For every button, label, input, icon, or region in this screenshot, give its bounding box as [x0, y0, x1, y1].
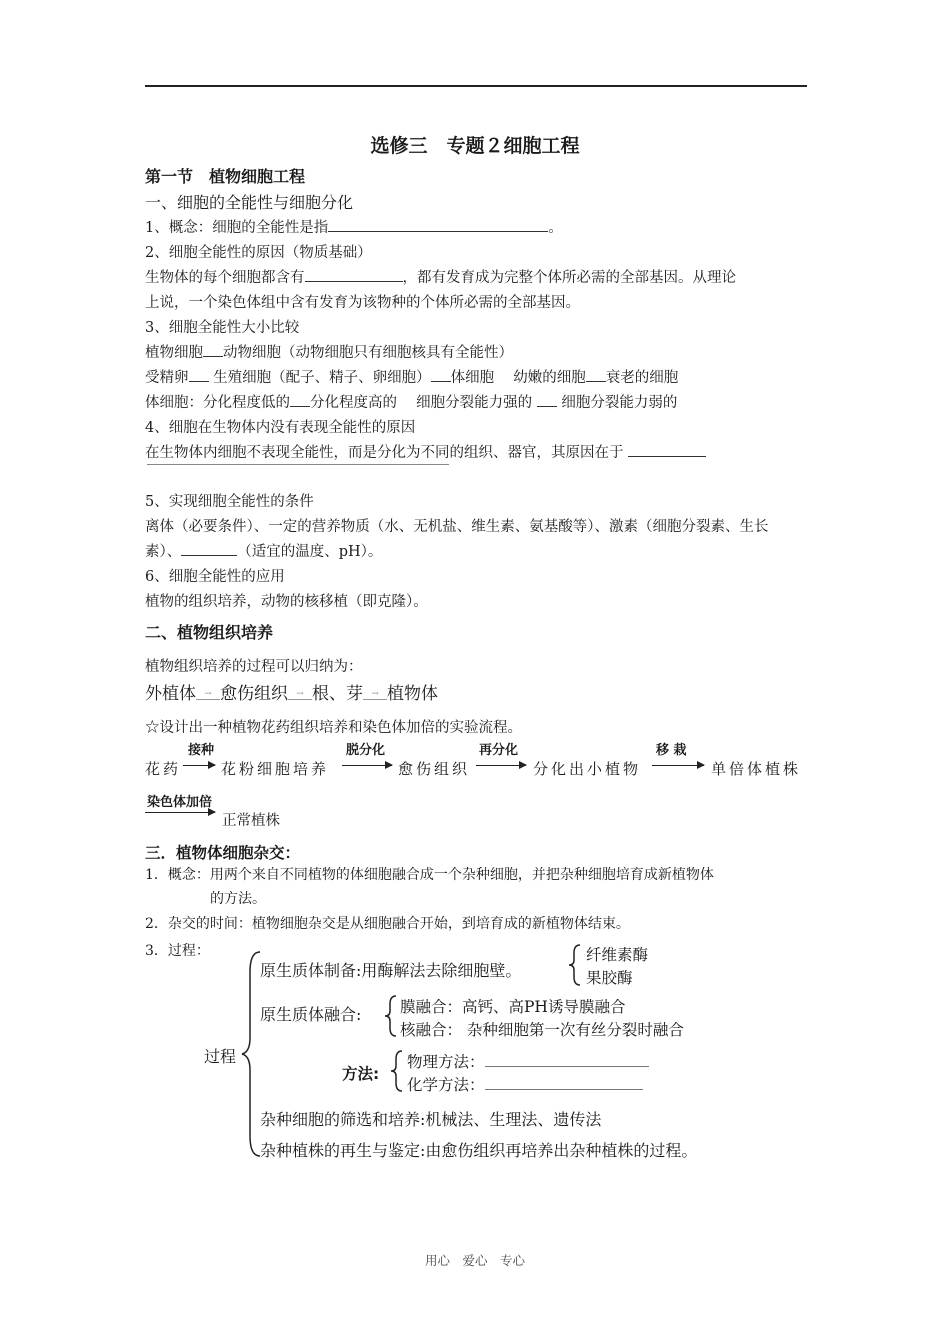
line-3-1a: 1．概念：用两个来自不同植物的体细胞融合成一个杂种细胞，并把杂种细胞培育成新植物体	[145, 867, 714, 883]
arrow-icon: →	[288, 689, 312, 700]
method-label: 方法:	[342, 1065, 380, 1083]
blank-field[interactable]	[485, 1075, 643, 1090]
heading-1: 一、细胞的全能性与细胞分化	[145, 193, 354, 212]
arrow-label: 移 栽	[656, 743, 687, 758]
line-3-2: 2．杂交的时间：植物细胞杂交是从细胞融合开始，到培育成的新植物体结束。	[145, 916, 630, 932]
enzyme-item: 果胶酶	[586, 969, 633, 987]
line-3-3: 3．过程：	[145, 943, 210, 959]
arrow-label: 染色体加倍	[147, 795, 213, 810]
page-title: 选修三 专题２细胞工程	[370, 135, 580, 157]
arrow-icon: →	[196, 689, 220, 700]
blank-field[interactable]	[537, 392, 557, 407]
arrow-icon: →	[363, 689, 387, 700]
line-1-2a: 生物体的每个细胞都含有 ，都有发育成为完整个体所必需的全部基因。从理论	[145, 266, 736, 287]
line-1-4: 4、细胞在生物体内没有表现全能性的原因	[145, 420, 416, 436]
blank-field[interactable]	[181, 541, 237, 556]
step-callus: 愈伤组织	[398, 760, 471, 778]
line-1-4a: 在生物体内细胞不表现全能性，而是分化为不同的组织、器官，其原因在于	[145, 441, 706, 462]
blank-field[interactable]	[485, 1052, 649, 1067]
header-rule	[145, 85, 807, 87]
step-haploid: 单倍体植株	[711, 760, 802, 778]
blank-field[interactable]	[328, 217, 548, 232]
line-1-2b: 上说，一个染色体组中含有发育为该物种的个体所必需的全部基因。	[145, 295, 580, 311]
arrow-icon	[342, 765, 392, 766]
line-1-3c: 体细胞：分化程度低的 分化程度高的 细胞分裂能力强的 细胞分裂能力弱的	[145, 391, 677, 412]
step-anther: 花药	[145, 760, 182, 778]
page-footer: 用心 爱心 专心	[424, 1253, 525, 1268]
tree-branch-2: 原生质体融合:	[260, 1005, 362, 1024]
arrow-icon	[476, 765, 526, 766]
fusion-item: 膜融合：高钙、高PH诱导膜融合	[400, 998, 626, 1016]
line-1-5b: 素）、 （适宜的温度、pH）。	[145, 540, 382, 561]
arrow-label: 脱分化	[346, 743, 386, 758]
tree-branch-1: 原生质体制备:用酶解法去除细胞壁。	[260, 961, 522, 980]
brace-icon	[382, 994, 400, 1038]
flow-step: 植物体	[387, 684, 438, 704]
line-1-6: 6、细胞全能性的应用	[145, 569, 285, 585]
tree-branch-4: 杂种植株的再生与鉴定:由愈伤组织再培养出杂种植株的过程。	[260, 1141, 698, 1160]
blank-field[interactable]	[203, 342, 223, 357]
line-1-6a: 植物的组织培养，动物的核移植（即克隆）。	[145, 594, 428, 610]
heading-3: 三．植物体细胞杂交：	[145, 844, 301, 862]
line-2-star: ☆设计出一种植物花药组织培养和染色体加倍的实验流程。	[145, 720, 522, 736]
section-heading: 第一节 植物细胞工程	[145, 167, 306, 186]
method-item: 化学方法：	[407, 1073, 643, 1095]
arrow-icon	[183, 765, 215, 766]
blank-field[interactable]	[305, 267, 403, 282]
blank-field[interactable]	[586, 367, 606, 382]
step-plantlet: 分化出小植物	[533, 760, 642, 778]
arrow-icon	[652, 765, 704, 766]
enzyme-item: 纤维素酶	[586, 946, 649, 964]
blank-field[interactable]	[189, 367, 209, 382]
arrow-label: 再分化	[479, 743, 519, 758]
line-1-1: 1、概念：细胞的全能性是指 。	[145, 216, 563, 237]
tree-root: 过程	[204, 1047, 237, 1066]
arrow-icon	[145, 812, 215, 813]
step-pollen: 花粉细胞培养	[221, 760, 330, 778]
method-item: 物理方法：	[407, 1050, 649, 1072]
line-1-3a: 植物细胞 动物细胞（动物细胞只有细胞核具有全能性）	[145, 341, 513, 362]
line-1-5: 5、实现细胞全能性的条件	[145, 494, 314, 510]
line-1-3: 3、细胞全能性大小比较	[145, 320, 300, 336]
step-normal: 正常植株	[222, 813, 280, 829]
brace-icon	[566, 943, 584, 987]
line-1-2: 2、细胞全能性的原因（物质基础）	[145, 245, 372, 261]
blank-field[interactable]	[628, 442, 706, 457]
line-3-1b: 的方法。	[210, 891, 266, 907]
line-1-5a: 离体（必要条件）、一定的营养物质（水、无机盐、维生素、氨基酸等）、激素（细胞分裂素、生长	[145, 519, 769, 535]
blank-field[interactable]	[431, 367, 451, 382]
culture-flow	[145, 679, 438, 704]
flow-step: 根、芽	[312, 684, 363, 704]
flow-step: 外植体	[145, 684, 196, 704]
fusion-item: 核融合： 杂种细胞第一次有丝分裂时融合	[400, 1021, 684, 1039]
heading-2: 二、植物组织培养	[145, 623, 274, 642]
line-2a: 植物组织培养的过程可以归纳为：	[145, 659, 363, 675]
arrow-label: 接种	[188, 743, 215, 758]
flow-step: 愈伤组织	[220, 684, 288, 704]
tree-branch-3: 杂种细胞的筛选和培养:机械法、生理法、遗传法	[260, 1110, 602, 1129]
blank-field[interactable]	[290, 392, 310, 407]
brace-icon	[388, 1049, 406, 1093]
line-1-3b: 受精卵 生殖细胞（配子、精子、卵细胞） 体细胞 幼嫩的细胞 衰老的细胞	[145, 366, 678, 387]
answer-line[interactable]	[147, 464, 449, 465]
